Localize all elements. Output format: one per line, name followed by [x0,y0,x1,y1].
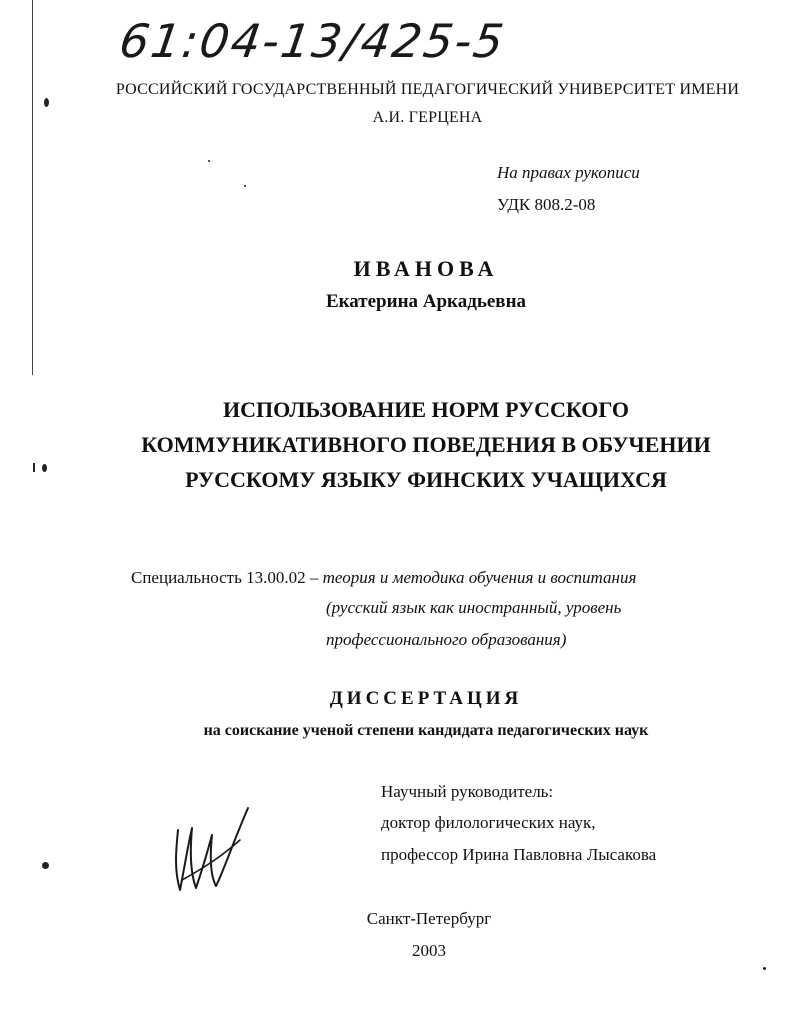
city: Санкт-Петербург [366,909,492,928]
city-and-year [359,903,499,967]
specialty-label: Специальность 13.00.02 – [131,568,323,587]
title-line-2: КОММУНИКАТИВНОГО ПОВЕДЕНИЯ В ОБУЧЕНИИ [141,432,711,457]
scan-speck [763,967,766,970]
scan-speck [208,160,210,162]
author-surname: ИВАНОВА [353,256,499,281]
margin-rule [32,0,33,375]
university-line-1: РОССИЙСКИЙ ГОСУДАРСТВЕННЫЙ ПЕДАГОГИЧЕСКИЙ УНИВЕРСИТЕТ ИМЕНИ [115,81,740,98]
university-name [40,76,799,132]
specialty-detail-1: (русский язык как иностранный, уровень [326,598,622,617]
title-line-1: ИСПОЛЬЗОВАНИЕ НОРМ РУССКОГО [223,397,629,422]
supervisor-name: профессор Ирина Павловна Лысакова [381,845,657,864]
signature [160,800,260,900]
scan-speck [244,185,246,187]
title-line-3: РУССКОМУ ЯЗЫКУ ФИНСКИХ УЧАЩИХСЯ [185,467,667,492]
specialty-name: теория и методика обучения и воспитания [322,568,637,587]
handwritten-catalog-code: 61:04-13/425-5 [116,14,509,68]
author-name: Екатерина Аркадьевна [325,291,527,312]
degree-line: на соискание ученой степени кандидата педагогических наук [203,722,649,739]
scan-speck [42,862,49,869]
supervisor-label: Научный руководитель: [381,782,554,801]
udk-code: УДК 808.2-08 [497,195,596,214]
specialty-detail-2: профессионального образования) [326,630,567,649]
university-line-2: А.И. ГЕРЦЕНА [372,109,483,126]
supervisor-degree: доктор филологических наук, [381,813,596,832]
manuscript-rights: На правах рукописи [497,163,640,182]
specialty-line [131,568,636,588]
year: 2003 [412,941,446,960]
dissertation-title [0,392,799,497]
dissertation-heading: ДИССЕРТАЦИЯ [329,688,523,709]
